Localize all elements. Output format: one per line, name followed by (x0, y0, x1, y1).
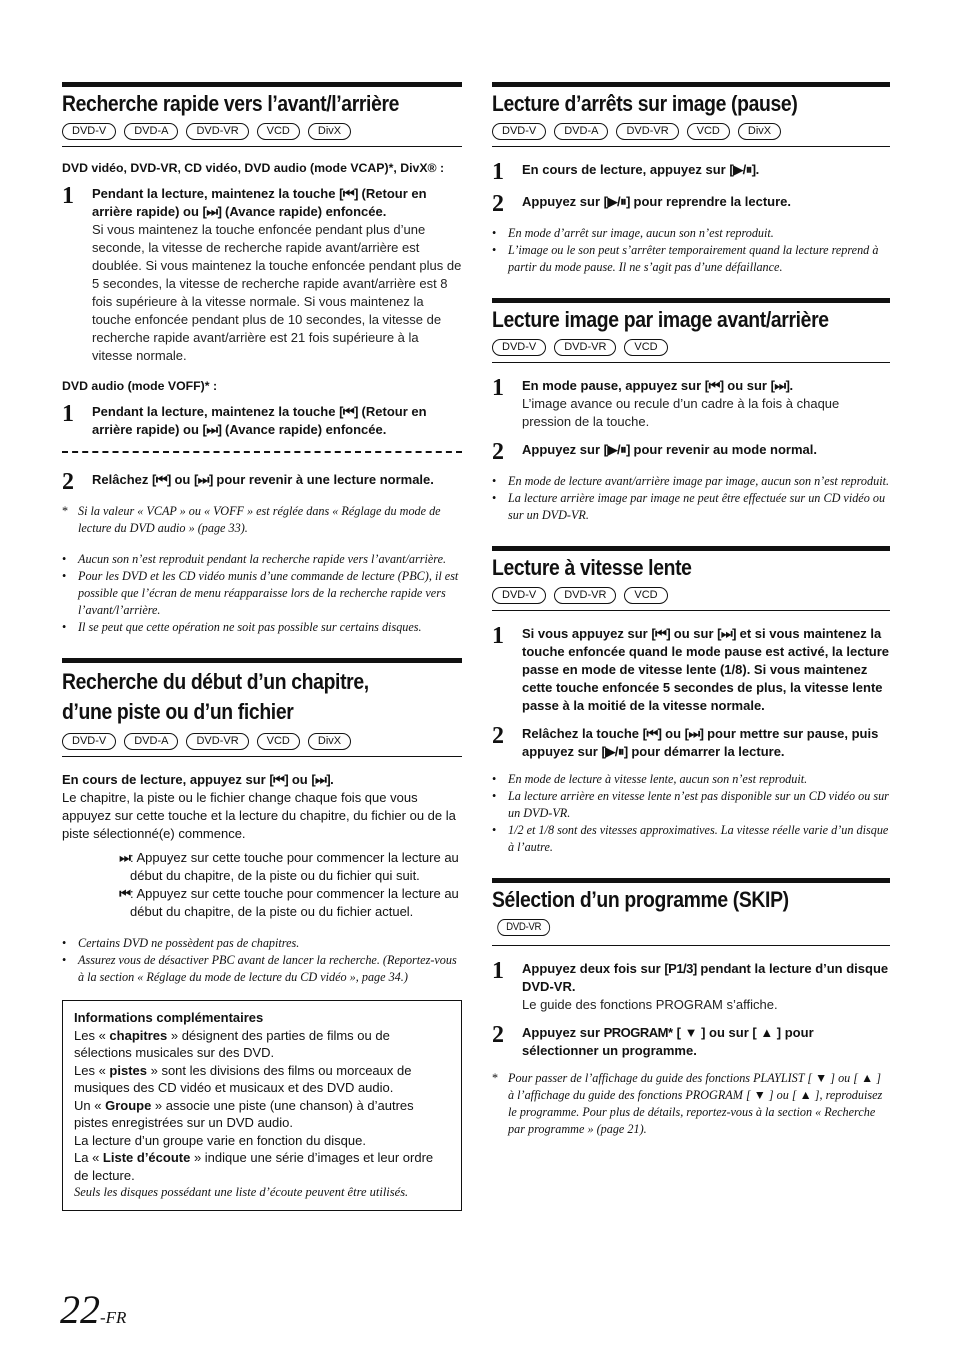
step-body (522, 193, 791, 215)
step-number: 1 (492, 623, 504, 649)
step-text: et si vous maintenez la touche enfoncée quand le mode pause est activé, la lecture passe en mode de vitesse lente (1/8). Si vous maintenez cette touche enfoncée 5 secondes de plus, la vitesse lente passe à la moitié de la vitesse normale. (522, 626, 890, 713)
notes-list (492, 771, 890, 856)
disc-badge: DVD-VR (497, 919, 550, 936)
footnote-list (492, 1070, 890, 1138)
program-key: PROGRAM (603, 1025, 669, 1040)
section-rule (62, 756, 462, 757)
note-item: • Assurez vous de désactiver PBC avant de lancer la recherche. (Reportez-vous à la section « Réglage du mode de lecture du CD vidéo », page 34.) (62, 952, 462, 986)
step-body (522, 625, 890, 715)
step-text: ou (170, 472, 194, 487)
section-rule (492, 146, 890, 147)
rewind-key-icon: [⏮] (642, 726, 662, 741)
disc-badge: DVD-V (492, 123, 546, 140)
step-text: Pendant la lecture, maintenez la touche (92, 404, 340, 419)
step-text: (Avance rapide) enfoncée. (221, 422, 387, 437)
step-text: ou sur (670, 626, 718, 641)
info-text: » sont les divisions des films ou morceaux de musiques des CD vidéo et musicaux et des DVD audio. (74, 1062, 412, 1095)
previous-chapter-icon: ⏮ (119, 886, 130, 901)
step-text: pour mettre sur pause, puis appuyez sur (522, 726, 879, 759)
rewind-key-icon: [⏮] (339, 186, 358, 201)
info-line (74, 1027, 450, 1062)
section-header (62, 82, 462, 117)
section-title: Lecture image par image avant/arrière (492, 307, 829, 332)
step-text: Si vous appuyez sur (522, 626, 652, 641)
section-frame-by-frame (492, 298, 890, 524)
section-chapter-search (62, 658, 462, 1211)
step-number: 1 (492, 159, 504, 185)
disc-badge: DVD-VR (616, 123, 678, 140)
prev-key-row (92, 885, 462, 921)
section-slow-motion (492, 546, 890, 856)
lead-text: DVD audio (mode VOFF)* : (62, 379, 218, 393)
disc-badge: VCD (624, 339, 667, 356)
lead-part: . (330, 772, 334, 787)
lead-text (62, 771, 462, 789)
step-number: 2 (492, 439, 504, 465)
step-body (522, 161, 759, 183)
info-line (74, 1149, 450, 1184)
disc-badge: VCD (624, 587, 667, 604)
step-2 (492, 725, 890, 761)
disc-badge: DVD-A (124, 733, 178, 750)
step-number: 1 (492, 958, 504, 984)
section-title: Recherche rapide vers l’avant/l’arrière (62, 91, 400, 116)
info-text: Un « (74, 1097, 106, 1113)
step-body (522, 960, 890, 1014)
forward-key-icon: [⏭] (202, 204, 222, 219)
step-number: 2 (492, 1022, 504, 1048)
step-text: pour reprendre la lecture. (629, 194, 792, 209)
dashed-divider (62, 451, 462, 453)
footnote-list (62, 503, 462, 537)
info-term: chapitres (109, 1027, 168, 1043)
step-text: . (789, 378, 794, 393)
step-body (92, 185, 462, 365)
next-chapter-icon: ⏭ (119, 850, 130, 865)
section-header (492, 82, 890, 117)
step-2 (492, 441, 890, 463)
disc-badge: DVD-A (124, 123, 178, 140)
section-title: Lecture d’arrêts sur image (pause) (492, 91, 798, 116)
section-header (492, 546, 890, 581)
step-text: Pendant la lecture, maintenez la touche (92, 186, 340, 201)
disc-badges (62, 733, 462, 750)
step-number: 1 (62, 183, 74, 209)
step-text: * [ ▼ ] ou sur [ ▲ ] pour sélectionner un programme. (522, 1025, 814, 1058)
info-text: Les « (74, 1062, 110, 1078)
step-number: 2 (62, 469, 74, 495)
disc-badge: DivX (308, 123, 351, 140)
disc-badge: VCD (257, 123, 300, 140)
section-title: Lecture à vitesse lente (492, 555, 692, 580)
step-text: Appuyez deux fois sur (522, 961, 665, 976)
note-item: • Certains DVD ne possèdent pas de chapitres. (62, 935, 462, 952)
play-pause-key-icon: [▶/⏸] (603, 442, 630, 457)
info-line: La lecture d’un groupe varie en fonction du disque. (74, 1132, 366, 1148)
left-column (62, 82, 462, 1211)
disc-badge: DVD-V (492, 339, 546, 356)
disc-badge: DVD-VR (554, 587, 616, 604)
disc-badge: DVD-A (554, 123, 608, 140)
right-column (492, 82, 890, 1152)
section-skip (492, 878, 890, 1138)
section-fast-search (62, 82, 462, 636)
note-item: • Il se peut que cette opération ne soit pas possible sur certains disques. (62, 619, 462, 636)
disc-badge: DVD-VR (186, 733, 248, 750)
rewind-key-icon: [⏮] (704, 378, 724, 393)
step-description: Le guide des fonctions PROGRAM s’affiche. (522, 997, 778, 1012)
note-item: • Pour les DVD et les CD vidéo munis d’une commande de lecture (PBC), il est possible que l’écran de menu réapparaisse lors de la recherche rapide vers l’avant/l’arrière. (62, 568, 462, 619)
lead-text: DVD vidéo, DVD-VR, CD vidéo, DVD audio (mode VCAP)*, DivX® : (62, 161, 445, 175)
section-pause (492, 82, 890, 276)
disc-badge: DVD-V (492, 587, 546, 604)
note-item: • Aucun son n’est reproduit pendant la recherche rapide vers l’avant/arrière. (62, 551, 462, 568)
info-line (74, 1062, 450, 1097)
note-item: • En mode de lecture avant/arrière image par image, aucun son n’est reproduit. (492, 473, 890, 490)
step-number: 1 (62, 401, 74, 427)
step-text: Appuyez sur (522, 194, 604, 209)
disc-badge: VCD (257, 733, 300, 750)
rewind-key-icon: [⏮] (269, 772, 289, 787)
step-text: (Retour en arrière rapide) ou (92, 186, 427, 219)
step-text: pour revenir au mode normal. (629, 442, 818, 457)
section-header (492, 878, 890, 939)
step-body (92, 471, 434, 493)
step-2 (62, 471, 462, 493)
forward-key-icon: [⏭] (717, 626, 736, 641)
step-text: En cours de lecture, appuyez sur (522, 162, 730, 177)
forward-key-icon: [⏭] (311, 772, 331, 787)
next-key-text: : Appuyez sur cette touche pour commencer la lecture au début du chapitre, de la piste ou du fichier qui suit. (130, 850, 459, 883)
section-title (492, 887, 842, 939)
step-text: Relâchez (92, 472, 152, 487)
step-text: ou sur (723, 378, 771, 393)
section-title: Recherche du début d’un chapitre, d’une piste ou d’un fichier (62, 669, 369, 724)
notes-list (492, 473, 890, 524)
note-item: • La lecture arrière image par image ne peut être effectuée sur un CD vidéo ou sur un DVD-VR. (492, 490, 890, 524)
rewind-key-icon: [⏮] (651, 626, 671, 641)
info-box (62, 1000, 462, 1211)
disc-badge: DivX (308, 733, 351, 750)
forward-key-icon: [⏭] (770, 378, 790, 393)
disc-badge: DivX (738, 123, 781, 140)
forward-key-icon: [⏭] (684, 726, 704, 741)
step-text: Relâchez la touche (522, 726, 643, 741)
info-text: » associe une piste (une chanson) à d’autres pistes enregistrées sur un DVD audio. (74, 1097, 414, 1130)
forward-key-icon: [⏭] (202, 422, 222, 437)
page-number (60, 1286, 126, 1333)
step-body (522, 725, 890, 761)
section-rule (492, 362, 890, 363)
step-1-voff (62, 403, 462, 439)
note-item: • En mode d’arrêt sur image, aucun son n’est reproduit. (492, 225, 890, 242)
disc-badges (492, 339, 890, 356)
section-title-text: Sélection d’un programme (SKIP) (492, 887, 789, 912)
note-item: • 1/2 et 1/8 sont des vitesses approximatives. La vitesse réelle varie d’un disque à l’autre. (492, 822, 890, 856)
disc-badges (492, 587, 890, 604)
p1-3-key: [P1/3] (664, 961, 697, 976)
step-text: pour démarrer la lecture. (627, 744, 785, 759)
step-1 (492, 960, 890, 1014)
footnote: * Si la valeur « VCAP » ou « VOFF » est réglée dans « Réglage du mode de lecture du DVD audio » (page 33). (62, 503, 462, 537)
section-header (492, 298, 890, 333)
info-term: Liste d’écoute (102, 1150, 191, 1165)
info-text: Les « (74, 1027, 110, 1043)
notes-list (62, 551, 462, 636)
info-note: Seuls les disques possédant une liste d’écoute peuvent être utilisés. (74, 1185, 409, 1199)
play-pause-key-icon: [▶/⏸] (729, 162, 756, 177)
step-text: pendant la lecture d’un disque DVD-VR. (522, 961, 889, 994)
lead-part: ou (288, 772, 312, 787)
section-rule (492, 945, 890, 946)
play-pause-key-icon: [▶/⏸] (601, 744, 628, 759)
disc-badge: VCD (687, 123, 730, 140)
step-number: 2 (492, 723, 504, 749)
step-2 (492, 193, 890, 215)
step-body (522, 441, 817, 463)
rewind-key-icon: [⏮] (339, 404, 358, 419)
note-item: • L’image ou le son peut s’arrêter temporairement quand la lecture reprend à partir du mode pause. Il ne s’agit pas d’une défaillance. (492, 242, 890, 276)
step-description: L’image avance ou recule d’un cadre à la fois à chaque pression de la touche. (522, 396, 840, 429)
info-term: pistes (109, 1062, 147, 1078)
disc-badge: DVD-VR (554, 339, 616, 356)
step-number: 2 (492, 191, 504, 217)
step-2 (492, 1024, 890, 1060)
info-title: Informations complémentaires (74, 1010, 264, 1025)
step-1 (62, 185, 462, 365)
step-text: ou (661, 726, 685, 741)
step-body (92, 403, 462, 439)
step-text: (Avance rapide) enfoncée. (221, 204, 387, 219)
notes-list (492, 225, 890, 276)
disc-badges (62, 123, 462, 140)
step-text: . (755, 162, 760, 177)
info-text: La « (74, 1150, 103, 1165)
step-1 (492, 625, 890, 715)
step-text: (Retour en arrière rapide) ou (92, 404, 427, 437)
step-number: 1 (492, 375, 504, 401)
info-text: » désignent des parties de films ou de sélections musicales sur des DVD. (74, 1027, 390, 1060)
next-key-row (92, 849, 462, 885)
step-1 (492, 161, 890, 183)
disc-badge: DVD-V (62, 123, 116, 140)
notes-list (62, 935, 462, 986)
step-text: En mode pause, appuyez sur (522, 378, 705, 393)
note-item: • En mode de lecture à vitesse lente, aucun son n’est reproduit. (492, 771, 890, 788)
section-rule (62, 146, 462, 147)
section-header (62, 658, 462, 727)
disc-badge: DVD-VR (186, 123, 248, 140)
body-paragraph: Le chapitre, la piste ou le fichier change chaque fois que vous appuyez sur cette touche et la lecture du chapitre, du fichier ou de la piste sélectionné(e) commence. (62, 790, 456, 841)
note-item: • La lecture arrière en vitesse lente n’est pas disponible sur un CD vidéo ou sur un DVD-VR. (492, 788, 890, 822)
info-text: » indique une série d’images et leur ordre de lecture. (74, 1150, 434, 1183)
footnote: * Pour passer de l’affichage du guide des fonctions PLAYLIST [ ▼ ] ou [ ▲ ] à l’affichage du guide des fonctions PROGRAM [ ▼ ] ou [ ▲ ], reproduisez le programme. Pour plus de détails, reportez-vous à la section « Recherche par programme » (page 21). (492, 1070, 890, 1138)
page-number-suffix: -FR (100, 1308, 127, 1327)
info-line (74, 1097, 450, 1132)
step-text: pour revenir à une lecture normale. (212, 472, 434, 487)
play-pause-key-icon: [▶/⏸] (603, 194, 630, 209)
step-body (522, 1024, 890, 1060)
forward-key-icon: [⏭] (193, 472, 213, 487)
page-number-value: 22 (60, 1287, 100, 1332)
section-rule (492, 610, 890, 611)
step-1 (492, 377, 890, 431)
step-description: Si vous maintenez la touche enfoncée pendant plus d’une seconde, la vitesse de recherche rapide avant/arrière est doublée. Si vous maintenez la touche enfoncée pendant plus de 5 secondes, la vitesse de recherche rapide avant/arrière est 8 fois supérieure à la vitesse normale. Si vous maintenez la touche enfoncée pendant plus de 10 secondes, la vitesse de recherche rapide avant/arrière est 21 fois supérieure à la vitesse normale. (92, 222, 462, 363)
step-text: Appuyez sur (522, 1025, 604, 1040)
info-term: Groupe (105, 1097, 152, 1113)
prev-key-text: : Appuyez sur cette touche pour commencer la lecture au début du chapitre, de la piste ou du fichier actuel. (130, 886, 459, 919)
rewind-key-icon: [⏮] (151, 472, 171, 487)
step-body (522, 377, 890, 431)
disc-badges (492, 123, 890, 140)
step-text: Appuyez sur (522, 442, 604, 457)
disc-badge: DVD-V (62, 733, 116, 750)
lead-part: En cours de lecture, appuyez sur (62, 772, 270, 787)
